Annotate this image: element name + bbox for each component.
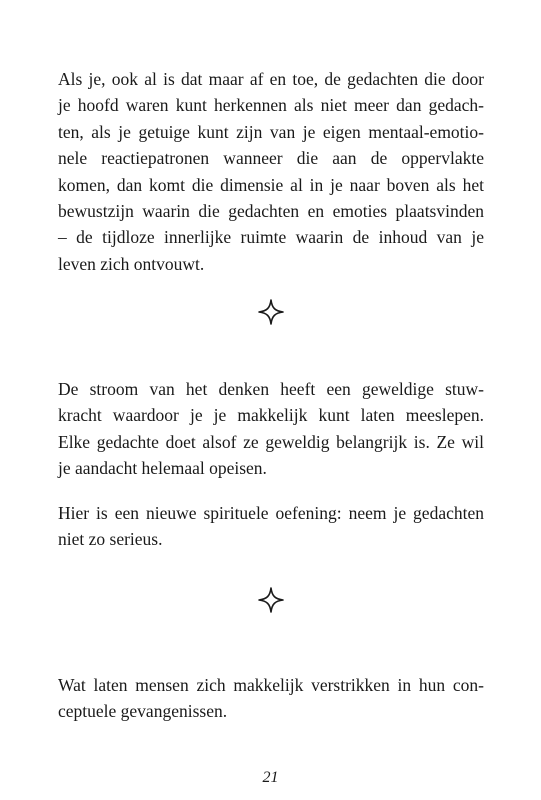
text-line: niet zo serieus. — [58, 529, 163, 550]
text-line: – de tijdloze innerlijke ruimte waarin de inhoud van je — [58, 227, 484, 248]
text-line: leven zich ontvouwt. — [58, 253, 205, 274]
text-line: Elke gedachte doet alsof ze geweldig belangrijk is. Ze wil — [58, 431, 484, 452]
text-line: komen, dan komt die dimensie al in je naar boven als het — [58, 174, 484, 195]
text-line: kracht waardoor je je makkelijk kunt laten meeslepen. — [58, 405, 484, 426]
four-point-star-icon — [258, 299, 284, 325]
paragraph-3 — [58, 500, 484, 553]
text-line: Wat laten mensen zich makkelijk verstrikken in hun con- — [58, 675, 484, 695]
text-line: je hoofd waren kunt herkennen als niet meer dan gedach- — [58, 95, 484, 116]
page-number: 21 — [262, 769, 279, 786]
four-point-star-icon — [258, 587, 284, 613]
text-line: ten, als je getuige kunt zijn van je eigen mentaal-emotio- — [58, 121, 484, 142]
paragraph-1 — [58, 66, 484, 277]
text-line: Hier is een nieuwe spirituele oefening: neem je gedachten — [58, 503, 484, 523]
paragraph-4 — [58, 672, 484, 725]
text-line: nele reactiepatronen wanneer die aan de oppervlakte — [58, 148, 484, 169]
text-line: De stroom van het denken heeft een geweldige stuw- — [58, 379, 484, 399]
text-line: Als je, ook al is dat maar af en toe, de gedachten die door — [58, 69, 484, 89]
text-line: bewustzijn waarin die gedachten en emoties plaatsvinden — [58, 201, 484, 222]
text-line: je aandacht helemaal opeisen. — [58, 458, 267, 479]
text-line: ceptuele gevangenissen. — [58, 701, 228, 722]
paragraph-2 — [58, 376, 484, 482]
